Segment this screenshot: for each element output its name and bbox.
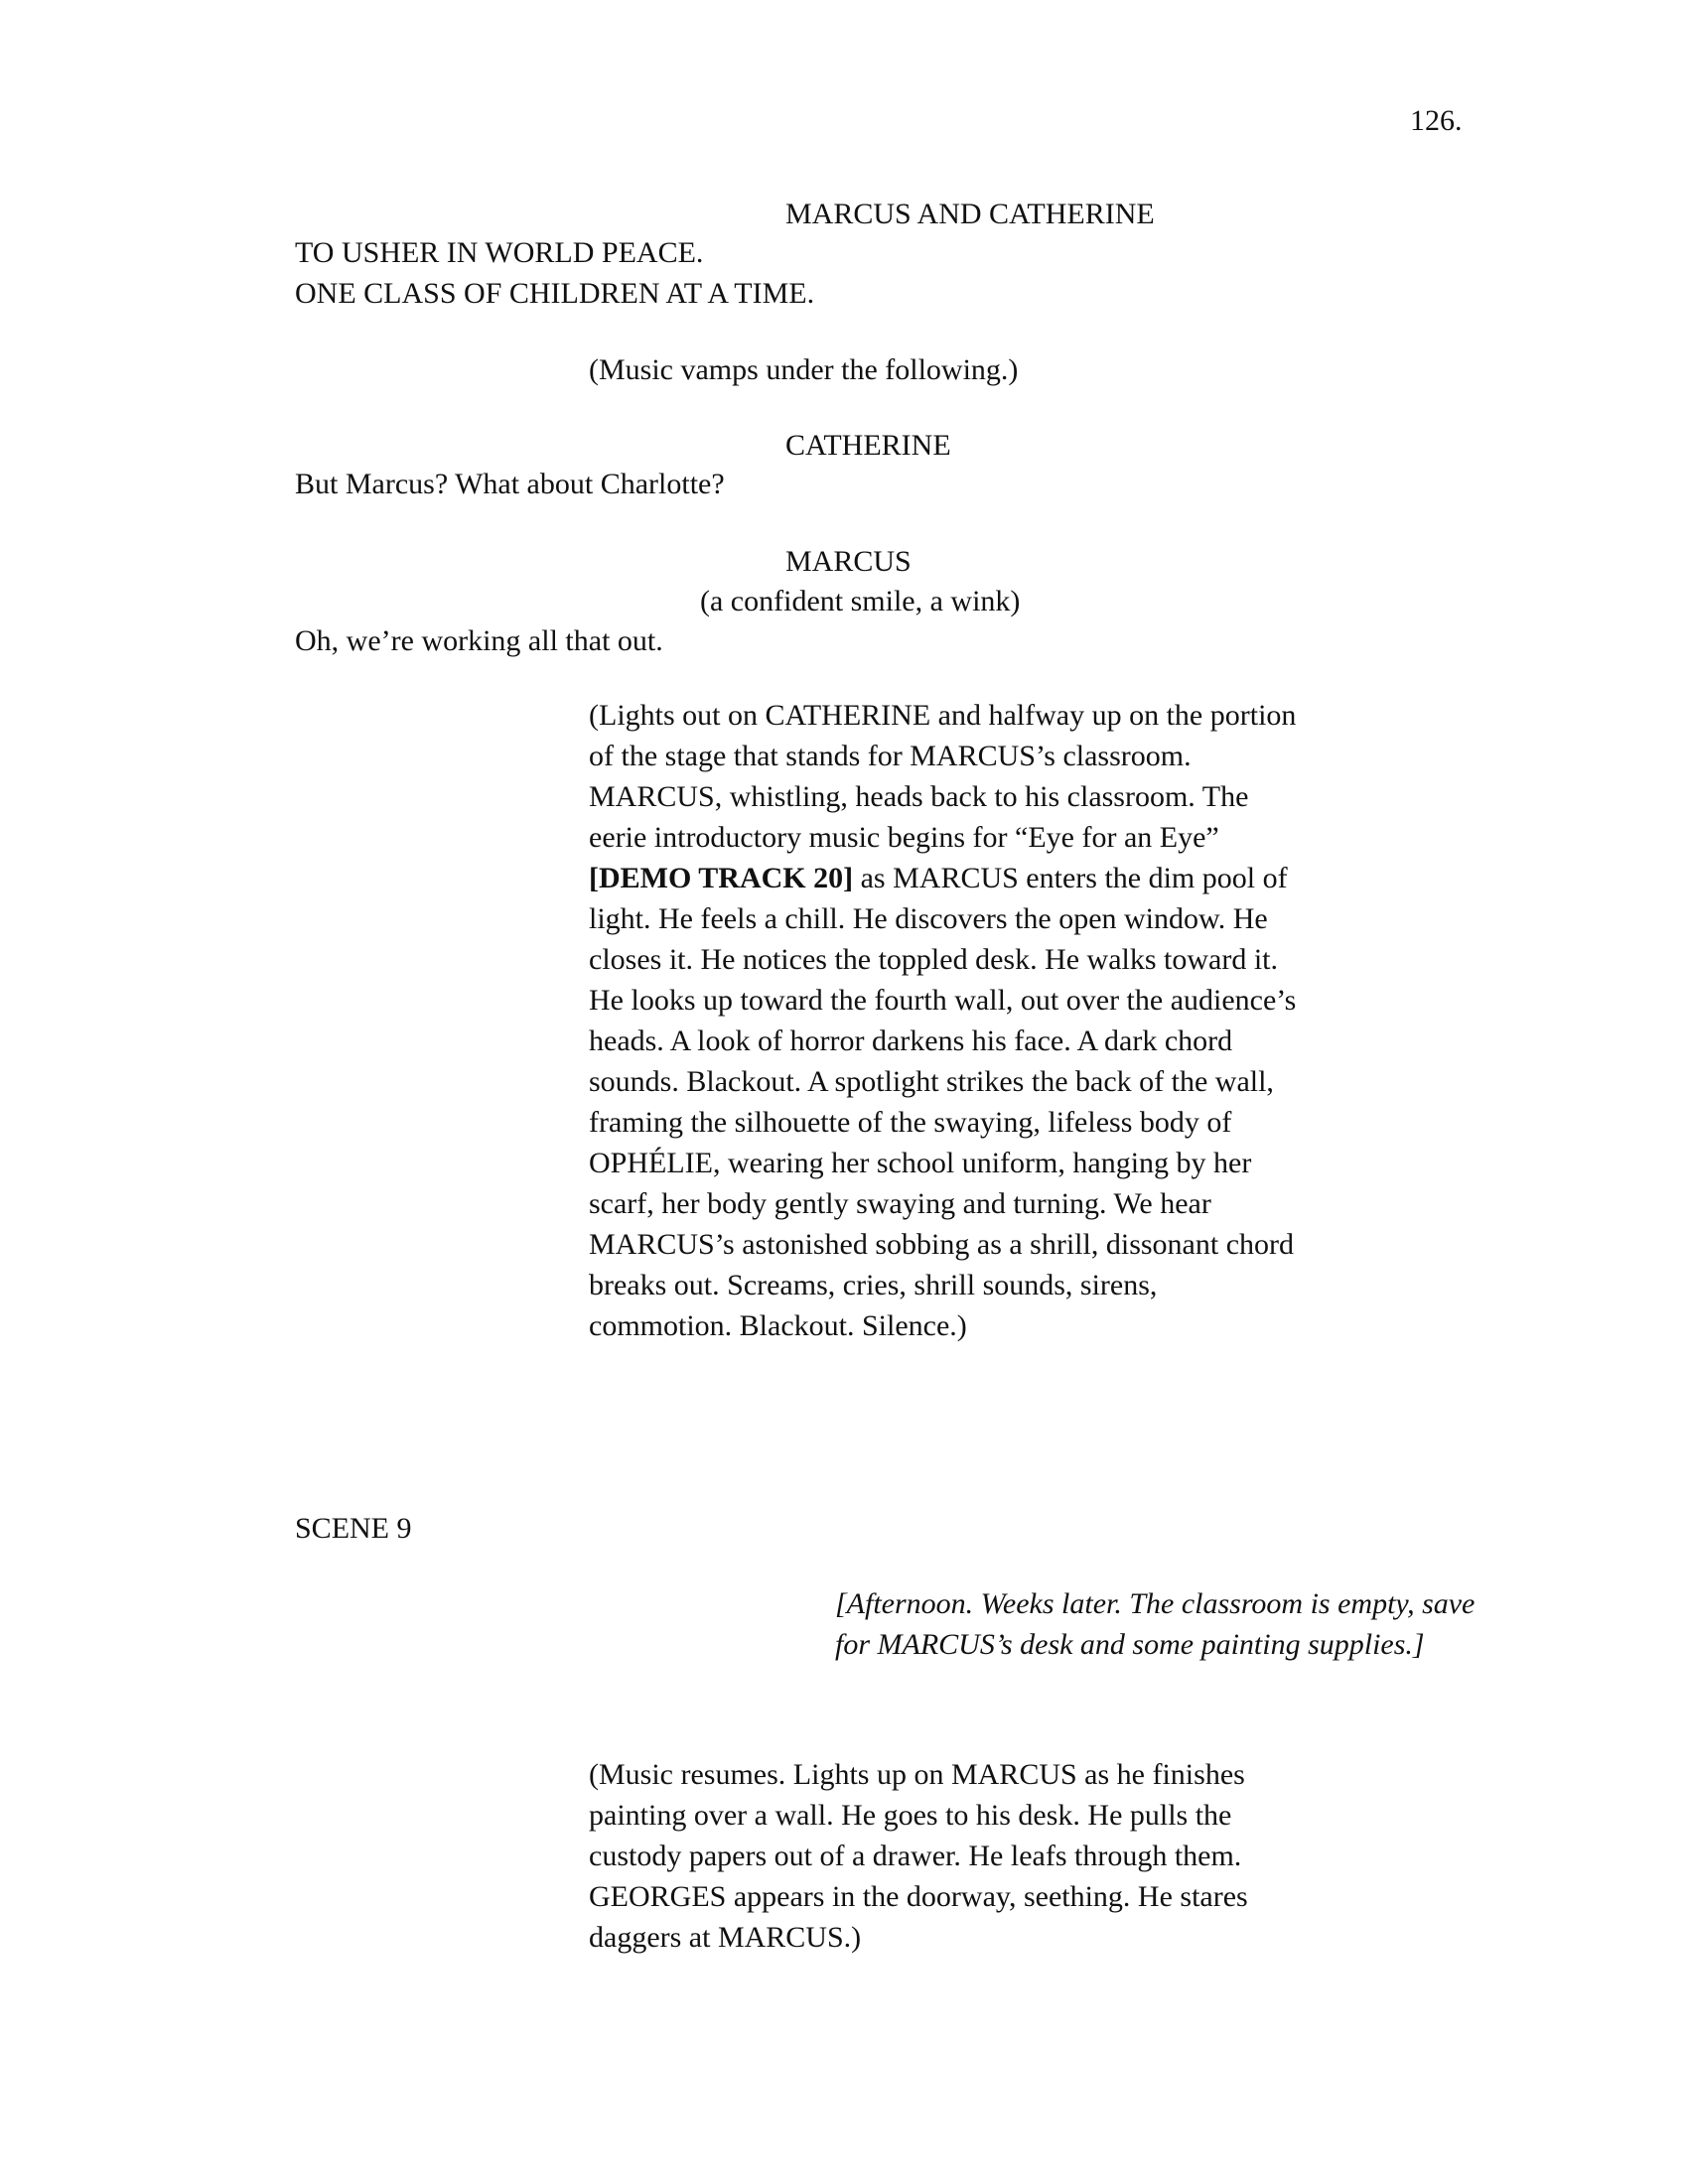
character-cue-marcus-and-catherine: MARCUS AND CATHERINE (785, 198, 1155, 230)
scene-heading: SCENE 9 (295, 1512, 412, 1545)
scene-setting: [Afternoon. Weeks later. The classroom is empty, save for MARCUS’s desk and some painting supplies.] (835, 1587, 1476, 1661)
dialogue-lyrics: TO USHER IN WORLD PEACE. ONE CLASS OF CHILDREN AT A TIME. (295, 236, 815, 310)
dialogue-marcus: Oh, we’re working all that out. (295, 624, 663, 657)
stage-direction-music-resumes: (Music resumes. Lights up on MARCUS as he finishes painting over a wall. He goes to his desk. He pulls the custody papers out of a drawer. He leafs through them. GEORGES appears in the doorway, seething. He stares daggers at MARCUS.) (589, 1758, 1248, 1954)
dialogue-catherine: But Marcus? What about Charlotte? (295, 468, 725, 500)
parenthetical-music-vamps: (Music vamps under the following.) (589, 353, 1019, 386)
stage-direction-blackout (589, 695, 1304, 1346)
page-number: 126. (1410, 104, 1463, 137)
demo-track-label: [DEMO TRACK 20] (589, 862, 854, 894)
parenthetical-marcus: (a confident smile, a wink) (700, 585, 1021, 617)
character-cue-catherine: CATHERINE (785, 429, 951, 462)
stage-direction-text: (Lights out on CATHERINE and halfway up on the portion of the stage that stands for MARCUS’s classroom. MARCUS, whistling, heads back to his classroom. The eerie introductory music begins for “Eye for an Eye” (589, 699, 1297, 854)
stage-direction-text-continued: as MARCUS enters the dim pool of light. He feels a chill. He discovers the open window. He closes it. He notices the toppled desk. He walks toward it. He looks up toward the fourth wall, out over the audience’s heads. A look of horror darkens his face. A dark chord sounds. Blackout. A spotlight strikes the back of the wall, framing the silhouette of the swaying, lifeless body of OPHÉLIE, wearing her school uniform, hanging by her scarf, her body gently swaying and turning. We hear MARCUS’s astonished sobbing as a shrill, dissonant chord breaks out. Screams, cries, shrill sounds, sirens, commotion. Blackout. Silence.) (589, 862, 1297, 1342)
character-cue-marcus: MARCUS (785, 545, 912, 578)
